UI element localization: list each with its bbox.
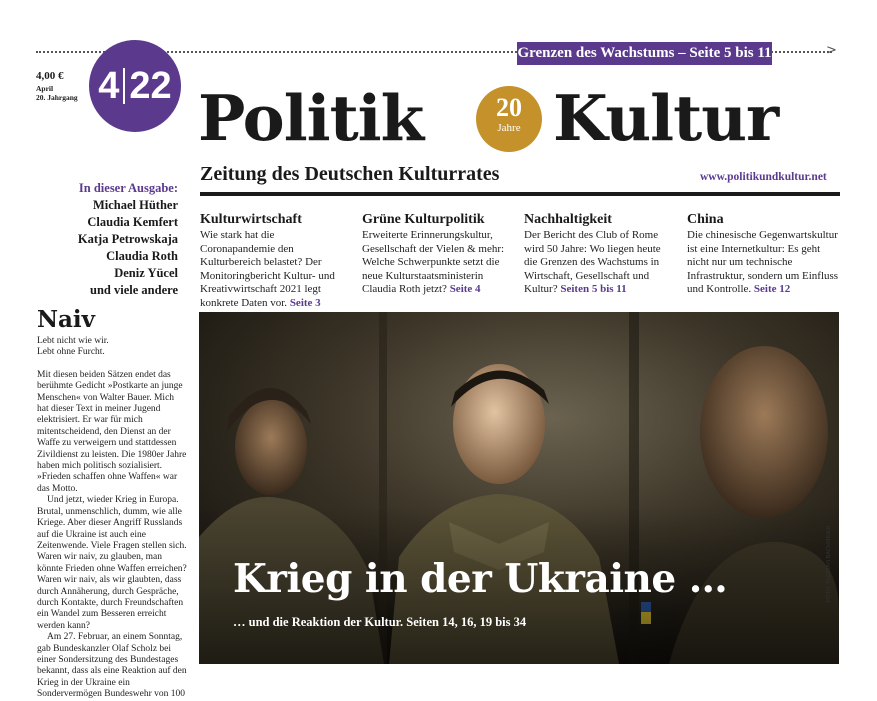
cover-banner[interactable]: Grenzen des Wachstums – Seite 5 bis 11 (517, 42, 772, 65)
teaser-gruene-kulturpolitik[interactable] (362, 211, 514, 297)
teaser-nachhaltigkeit[interactable] (524, 211, 676, 297)
teaser-page-ref[interactable]: Seite 3 (289, 296, 321, 309)
issue-year: 22 (129, 64, 172, 107)
price: 4,00 € (36, 70, 64, 82)
editorial-motto-line: Lebt nicht wie wir. (37, 336, 109, 346)
teaser-title: China (687, 212, 724, 227)
cover-headline: Krieg in der Ukraine … (233, 556, 728, 602)
in-this-issue (30, 180, 178, 299)
teaser-page-ref[interactable]: Seite 4 (449, 283, 481, 295)
masthead-politik: Politik (198, 81, 424, 155)
teaser-kulturwirtschaft[interactable] (200, 211, 352, 310)
teaser-text: Der Bericht des Club of Rome wird 50 Jahre: Wo liegen heute die Grenzen des Wachstums in Wirtschaft, Gesellschaft und Kultur? (524, 229, 661, 295)
masthead-kultur: Kultur (553, 81, 779, 155)
contributor: Michael Hüther (92, 198, 178, 212)
cover-subline[interactable]: … und die Reaktion der Kultur. Seiten 14, 16, 19 bis 34 (233, 615, 527, 629)
teaser-title: Grüne Kulturpolitik (362, 212, 485, 227)
issue-number: 4 (98, 64, 120, 107)
issue-month: April (36, 84, 54, 93)
editorial-body (37, 336, 187, 701)
soldiers-photo-illustration (199, 312, 839, 664)
issue-volume: 20. Jahrgang (36, 93, 78, 102)
contributor: Claudia Roth (106, 249, 178, 263)
seal-number: 20 (496, 93, 522, 122)
teaser-title: Nachhaltigkeit (524, 212, 612, 227)
issue-separator (123, 68, 125, 104)
teaser-title: Kulturwirtschaft (200, 212, 302, 227)
seal-word: Jahre (497, 122, 521, 134)
editorial-paragraph: Und jetzt, wieder Krieg in Europa. Brutal, unmenschlich, dumm, wie alle Kriege. Aber dieser Angriff Russlands auf die Ukraine ist auch eine Zeitenwende. Viele Fragen stellen sich. Waren wir naiv, zu glauben, man könnte Frieden ohne Waffen erreichen? Waren wir naiv, als wir glaubten, dass durch Annäherung, durch Gespräche, durch Kontakte, durch Freundschaften ein Wandel zum Besseren erreicht werden kann? (37, 495, 187, 631)
editorial-title: Naiv (37, 306, 96, 333)
arrow-right-icon: > (826, 43, 837, 58)
issue-date (36, 84, 78, 102)
teaser-text: Wie stark hat die Coronapandemie den Kulturbereich belastet? Der Monitoringbericht Kultur- und Kreativwirtschaft 2021 legt konkrete Daten vor. (200, 229, 335, 309)
editorial-paragraph: Am 27. Februar, an einem Sonntag, gab Bundeskanzler Olaf Scholz bei einer Sondersitzung des Bundestages bekannt, dass als eine Reaktion auf den Krieg in der Ukraine ein Sondervermögen Bundeswehr von 100 (37, 632, 187, 700)
teaser-china[interactable] (687, 211, 839, 297)
masthead-subtitle: Zeitung des Deutschen Kulturrates (200, 163, 500, 185)
editorial-motto-line: Lebt ohne Furcht. (37, 347, 105, 358)
in-this-issue-heading: In dieser Ausgabe: (78, 181, 178, 195)
contributor: Deniz Yücel (114, 266, 178, 280)
teaser-page-ref[interactable]: Seite 12 (753, 283, 791, 295)
masthead-rule (200, 192, 840, 196)
contributor: und viele andere (90, 283, 178, 297)
teaser-text: Erweiterte Erinnerungskultur, Gesellschaft der Vielen & mehr: Welche Schwerpunkte setzt die neue Kulturstaatsministerin Claudia Roth jetzt? (362, 229, 505, 295)
teaser-page-ref[interactable]: Seiten 5 bis 11 (560, 283, 627, 295)
teaser-text: Die chinesische Gegenwartskultur ist eine Internetkultur: Es geht nicht nur um technische Infrastruktur, sondern um Einfluss und Kontrolle. (687, 229, 839, 295)
contributor: Claudia Kemfert (87, 215, 178, 229)
issue-number-badge (89, 40, 181, 132)
website-link[interactable]: www.politikundkultur.net (700, 171, 827, 183)
cover-photo[interactable] (199, 312, 839, 664)
photo-credit: FOTO: FLORIAN BACHMEIER (826, 525, 832, 602)
anniversary-seal (476, 86, 542, 152)
editorial-paragraph: Mit diesen beiden Sätzen endet das berühmte Gedicht »Postkarte an junge Menschen« von Walter Bauer. Mich hat dieser Text in meiner Jugend elektrisiert. Er war für mich mitentscheidend, den Dienst an der Waffe zu verweigern und stattdessen Zivildienst zu leisten. Die 1980er Jahre haben mich politisch sozialisiert. »Frieden schaffen ohne Waffen« war das Motto. (37, 369, 187, 494)
contributor: Katja Petrowskaja (77, 232, 178, 246)
